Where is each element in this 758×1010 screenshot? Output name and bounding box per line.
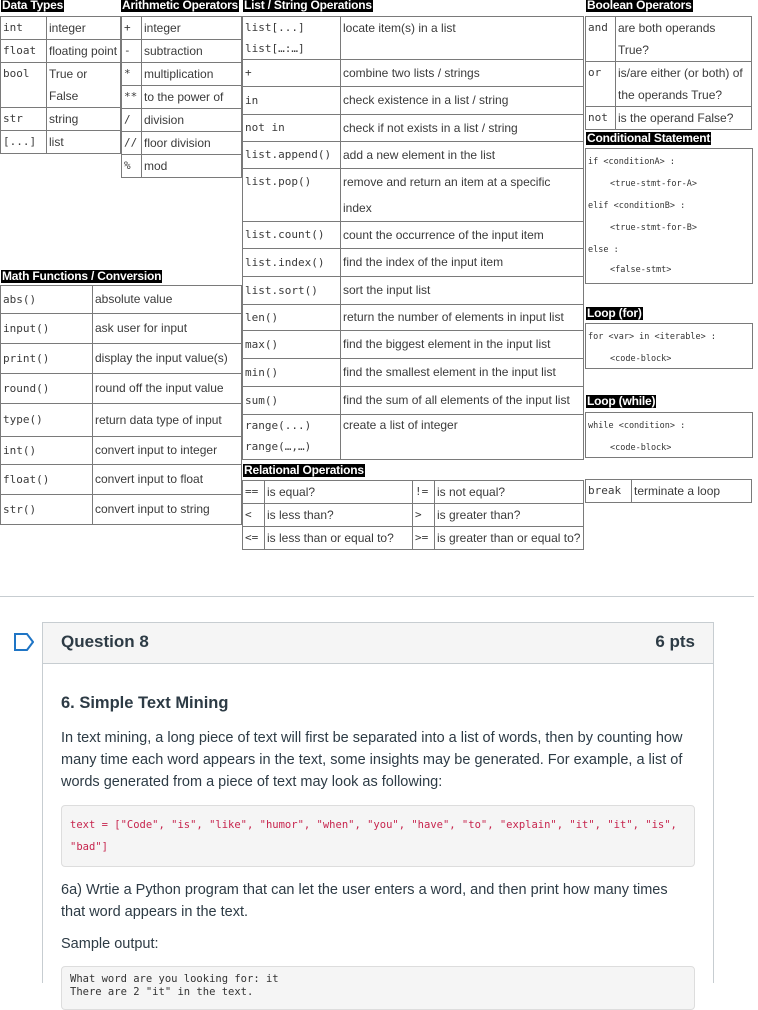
math-code: type() bbox=[1, 404, 93, 437]
cond-false-line: <false-stmt> bbox=[610, 265, 672, 275]
flag-question-icon[interactable] bbox=[14, 633, 34, 656]
bool-desc: is/are either (or both) of the operands True? bbox=[616, 62, 752, 107]
op-code: % bbox=[122, 155, 142, 178]
bool-code: or bbox=[586, 62, 616, 107]
table-row bbox=[122, 17, 242, 40]
table-row bbox=[243, 387, 584, 415]
table-row bbox=[586, 107, 752, 130]
rel-desc: is less than? bbox=[265, 504, 413, 527]
conditional-box bbox=[585, 148, 753, 284]
table-row bbox=[243, 527, 584, 550]
question-title: Question 8 bbox=[61, 632, 149, 651]
table-row bbox=[1, 314, 242, 344]
question-heading: 6. Simple Text Mining bbox=[61, 694, 229, 712]
list-op-code: len() bbox=[243, 305, 341, 331]
break-desc: terminate a loop bbox=[632, 480, 752, 503]
op-code: + bbox=[122, 17, 142, 40]
list-op-desc: locate item(s) in a list bbox=[341, 17, 584, 60]
table-row bbox=[122, 155, 242, 178]
table-row bbox=[243, 277, 584, 305]
break-table bbox=[585, 479, 752, 503]
table-row bbox=[1, 63, 121, 108]
list-op-code: list[...] list[…:…] bbox=[243, 17, 341, 60]
sample-output-label: Sample output: bbox=[61, 936, 159, 952]
divider bbox=[0, 596, 754, 597]
math-code: round() bbox=[1, 374, 93, 404]
code-block: text = ["Code", "is", "like", "humor", "when", "you", "have", "to", "explain", "it", "it", "is", "bad"] bbox=[61, 805, 695, 867]
cond-elif-line: elif <conditionB> : bbox=[588, 201, 686, 211]
question-paragraph: In text mining, a long piece of text will first be separated into a list of words, then by counting how many time each word appears in the text, some insights may be generated. For example, a list of words generated from a piece of text may look as following: bbox=[61, 730, 683, 790]
rel-op: == bbox=[243, 481, 265, 504]
rel-op: <= bbox=[243, 527, 265, 550]
table-row bbox=[243, 481, 584, 504]
list-op-desc: sort the input list bbox=[341, 277, 584, 305]
cond-true-b-line: <true-stmt-for-B> bbox=[610, 223, 697, 233]
math-code: int() bbox=[1, 437, 93, 465]
op-desc: division bbox=[142, 109, 242, 132]
math-desc: absolute value bbox=[93, 286, 242, 314]
math-code: abs() bbox=[1, 286, 93, 314]
list-op-desc: find the sum of all elements of the input list bbox=[341, 387, 584, 415]
table-row bbox=[1, 17, 121, 40]
table-row bbox=[122, 132, 242, 155]
table-row bbox=[243, 169, 584, 222]
table-row bbox=[243, 115, 584, 142]
table-row bbox=[243, 142, 584, 169]
relational-header: Relational Operations bbox=[244, 463, 364, 477]
list-op-desc: return the number of elements in input list bbox=[341, 305, 584, 331]
math-table bbox=[0, 285, 242, 525]
boolean-header: Boolean Operators bbox=[587, 0, 692, 12]
list-op-code: list.count() bbox=[243, 222, 341, 249]
table-row bbox=[1, 495, 242, 525]
op-code: // bbox=[122, 132, 142, 155]
table-row bbox=[243, 359, 584, 387]
list-op-desc: create a list of integer bbox=[341, 415, 584, 460]
table-row bbox=[243, 415, 584, 460]
list-op-code: range(...) range(…,…) bbox=[243, 415, 341, 460]
math-desc: convert input to integer bbox=[93, 437, 242, 465]
loop-while-box bbox=[585, 412, 753, 458]
bool-desc: is the operand False? bbox=[616, 107, 752, 130]
loop-while-header: Loop (while) bbox=[587, 394, 656, 408]
rel-op: > bbox=[413, 504, 435, 527]
op-code: / bbox=[122, 109, 142, 132]
op-code: * bbox=[122, 63, 142, 86]
list-op-code: not in bbox=[243, 115, 341, 142]
table-row bbox=[243, 17, 584, 60]
list-op-code: list.append() bbox=[243, 142, 341, 169]
type-code: bool bbox=[1, 63, 47, 108]
cond-else-line: else : bbox=[588, 245, 619, 255]
table-row bbox=[1, 286, 242, 314]
table-row bbox=[586, 17, 752, 62]
bool-desc: are both operands True? bbox=[616, 17, 752, 62]
question-card bbox=[42, 622, 714, 998]
data-types-header: Data Types bbox=[2, 0, 64, 12]
table-row bbox=[1, 131, 121, 154]
relational-table bbox=[242, 480, 584, 550]
op-desc: multiplication bbox=[142, 63, 242, 86]
bool-code: and bbox=[586, 17, 616, 62]
table-row bbox=[122, 63, 242, 86]
type-code: [...] bbox=[1, 131, 47, 154]
table-row bbox=[243, 305, 584, 331]
op-desc: integer bbox=[142, 17, 242, 40]
table-row bbox=[243, 222, 584, 249]
list-op-desc: count the occurrence of the input item bbox=[341, 222, 584, 249]
math-code: float() bbox=[1, 465, 93, 495]
op-desc: subtraction bbox=[142, 40, 242, 63]
list-op-desc: find the smallest element in the input list bbox=[341, 359, 584, 387]
rel-desc: is equal? bbox=[265, 481, 413, 504]
list-op-code: list.sort() bbox=[243, 277, 341, 305]
question-body bbox=[43, 692, 713, 1010]
table-row bbox=[243, 249, 584, 277]
rel-op: < bbox=[243, 504, 265, 527]
list-op-desc: combine two lists / strings bbox=[341, 60, 584, 87]
op-desc: floor division bbox=[142, 132, 242, 155]
rel-desc: is less than or equal to? bbox=[265, 527, 413, 550]
rel-desc: is not equal? bbox=[435, 481, 584, 504]
table-row bbox=[1, 374, 242, 404]
math-desc: convert input to float bbox=[93, 465, 242, 495]
list-op-code: + bbox=[243, 60, 341, 87]
type-code: float bbox=[1, 40, 47, 63]
math-code: str() bbox=[1, 495, 93, 525]
math-code: print() bbox=[1, 344, 93, 374]
op-code: - bbox=[122, 40, 142, 63]
loop-for-header: Loop (for) bbox=[587, 306, 642, 320]
while-block-line: <code-block> bbox=[610, 443, 672, 453]
arithmetic-table bbox=[121, 16, 242, 178]
op-desc: to the power of bbox=[142, 86, 242, 109]
for-block-line: <code-block> bbox=[610, 354, 672, 364]
type-code: int bbox=[1, 17, 47, 40]
for-line: for <var> in <iterable> : bbox=[588, 332, 716, 342]
question-points: 6 pts bbox=[655, 632, 695, 651]
list-op-code: min() bbox=[243, 359, 341, 387]
cond-true-a-line: <true-stmt-for-A> bbox=[610, 179, 697, 189]
table-row bbox=[122, 109, 242, 132]
math-desc: round off the input value bbox=[93, 374, 242, 404]
table-row bbox=[122, 86, 242, 109]
op-code: ** bbox=[122, 86, 142, 109]
rel-desc: is greater than or equal to? bbox=[435, 527, 584, 550]
list-op-code: list.index() bbox=[243, 249, 341, 277]
table-row bbox=[243, 504, 584, 527]
question-paragraph: 6a) Wrtie a Python program that can let the user enters a word, and then print how many times that word appears in the text. bbox=[61, 882, 668, 920]
table-row bbox=[1, 465, 242, 495]
list-op-desc: find the index of the input item bbox=[341, 249, 584, 277]
type-desc: integer bbox=[47, 17, 121, 40]
rel-op: >= bbox=[413, 527, 435, 550]
list-ops-table bbox=[242, 16, 584, 460]
conditional-header: Conditional Statement bbox=[587, 131, 711, 145]
sample-output-block: What word are you looking for: it There are 2 "it" in the text. bbox=[61, 966, 695, 1010]
data-types-table bbox=[0, 16, 121, 154]
type-code: str bbox=[1, 108, 47, 131]
op-desc: mod bbox=[142, 155, 242, 178]
break-code: break bbox=[586, 480, 632, 503]
boolean-table bbox=[585, 16, 752, 130]
table-row bbox=[1, 40, 121, 63]
table-row bbox=[586, 480, 752, 503]
arithmetic-header: Arithmetic Operators bbox=[122, 0, 239, 12]
list-op-code: sum() bbox=[243, 387, 341, 415]
math-desc: convert input to string bbox=[93, 495, 242, 525]
math-header: Math Functions / Conversion bbox=[2, 269, 162, 283]
type-desc: True or False bbox=[47, 63, 121, 108]
math-desc: return data type of input bbox=[93, 404, 242, 437]
table-row bbox=[122, 40, 242, 63]
bool-code: not bbox=[586, 107, 616, 130]
list-op-desc: find the biggest element in the input list bbox=[341, 331, 584, 359]
list-op-desc: add a new element in the list bbox=[341, 142, 584, 169]
table-row bbox=[1, 437, 242, 465]
math-desc: ask user for input bbox=[93, 314, 242, 344]
list-op-code: max() bbox=[243, 331, 341, 359]
table-row bbox=[1, 108, 121, 131]
rel-op: != bbox=[413, 481, 435, 504]
list-op-desc: check if not exists in a list / string bbox=[341, 115, 584, 142]
math-code: input() bbox=[1, 314, 93, 344]
table-row bbox=[243, 60, 584, 87]
table-row bbox=[1, 404, 242, 437]
question-header bbox=[43, 623, 713, 664]
type-desc: floating point bbox=[47, 40, 121, 63]
table-row bbox=[243, 87, 584, 115]
list-op-code: in bbox=[243, 87, 341, 115]
table-row bbox=[243, 331, 584, 359]
table-row bbox=[586, 62, 752, 107]
loop-for-box bbox=[585, 323, 753, 369]
while-line: while <condition> : bbox=[588, 421, 686, 431]
table-row bbox=[1, 344, 242, 374]
type-desc: string bbox=[47, 108, 121, 131]
math-desc: display the input value(s) bbox=[93, 344, 242, 374]
list-op-desc: check existence in a list / string bbox=[341, 87, 584, 115]
cond-if-line: if <conditionA> : bbox=[588, 157, 675, 167]
list-op-desc: remove and return an item at a specific index bbox=[341, 169, 584, 222]
list-ops-header: List / String Operations bbox=[244, 0, 372, 12]
list-op-code: list.pop() bbox=[243, 169, 341, 222]
type-desc: list bbox=[47, 131, 121, 154]
rel-desc: is greater than? bbox=[435, 504, 584, 527]
